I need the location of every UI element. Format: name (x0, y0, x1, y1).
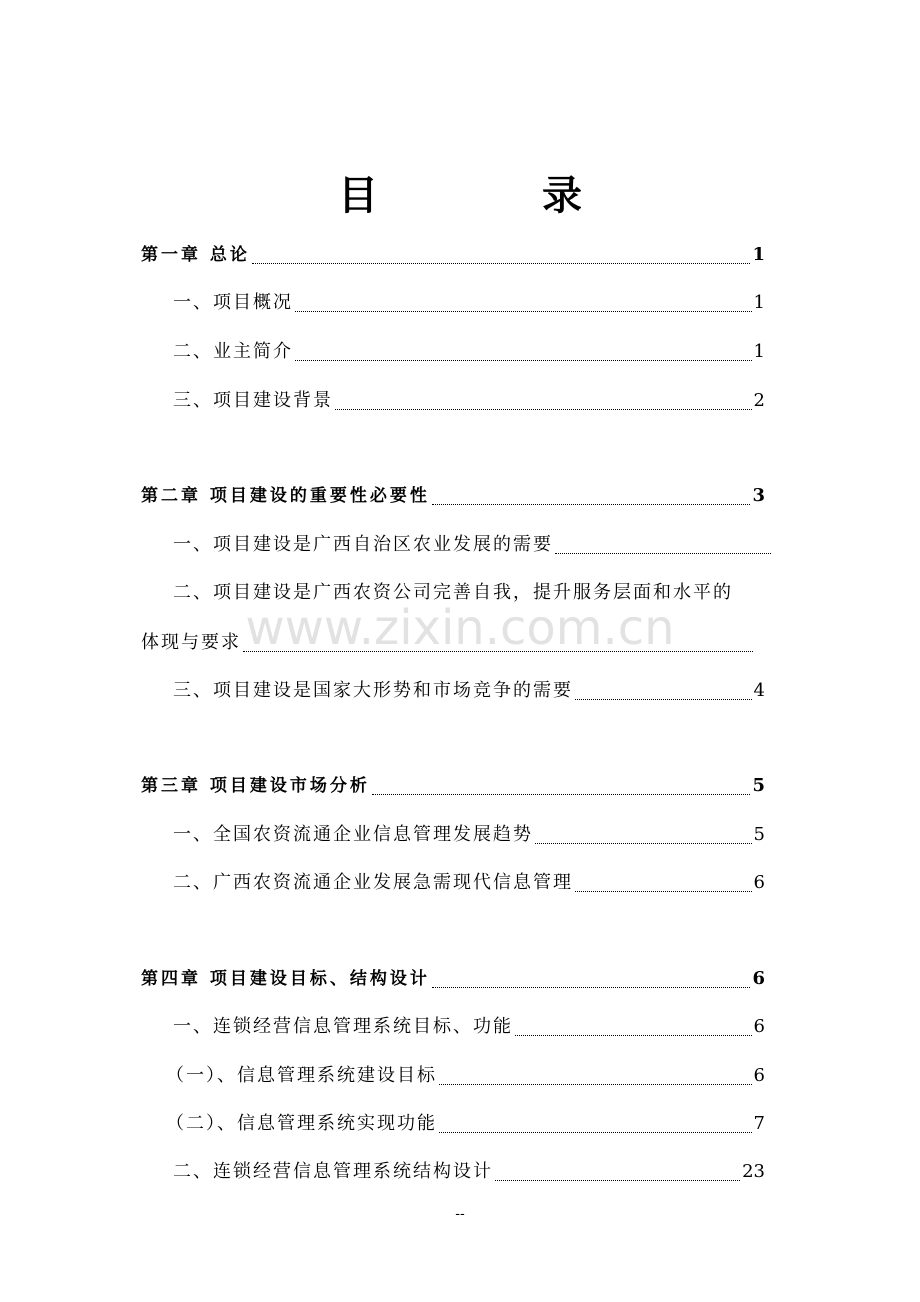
dot-leader (295, 359, 752, 361)
toc-entry-section[interactable] (173, 1157, 765, 1187)
toc-entry-label-line1: 二、项目建设是广西农资公司完善自我，提升服务层面和水平的 (173, 582, 733, 603)
toc-entry-label: 第一章 总论 (141, 245, 250, 265)
dot-leader (495, 1179, 740, 1181)
toc-page-number: 4 (753, 680, 765, 701)
toc-entry-section[interactable] (173, 1012, 765, 1042)
toc-entry-subsection[interactable] (166, 1061, 765, 1091)
toc-page-number: 5 (752, 775, 765, 796)
toc-entry-chapter-2[interactable] (141, 481, 765, 511)
toc-entry-label: 一、连锁经营信息管理系统目标、功能 (173, 1016, 513, 1037)
dot-leader (432, 503, 751, 505)
toc-entry-label: 二、广西农资流通企业发展急需现代信息管理 (173, 872, 573, 893)
toc-entry-label: 第二章 项目建设的重要性必要性 (141, 486, 430, 506)
toc-page-number: 1 (753, 292, 765, 313)
watermark: www.zixin.com.cn (245, 600, 675, 656)
dot-leader (535, 842, 752, 844)
dot-leader (575, 698, 752, 700)
toc-page-number: 7 (753, 1113, 765, 1134)
toc-entry-section[interactable] (173, 868, 765, 898)
page-title: 目 录 (338, 173, 644, 219)
toc-entry-label: 三、项目建设背景 (173, 390, 333, 411)
toc-entry-section[interactable] (173, 676, 765, 706)
toc-page-number: 1 (753, 341, 765, 362)
toc-entry-label: 一、全国农资流通企业信息管理发展趋势 (173, 824, 533, 845)
toc-page-number: 6 (753, 1065, 765, 1086)
toc-entry-section[interactable] (173, 337, 765, 367)
toc-entry-chapter-1[interactable] (141, 240, 765, 270)
dot-leader (555, 552, 771, 554)
dot-leader (252, 262, 751, 264)
toc-page-number: 6 (753, 1016, 765, 1037)
toc-page-number: 6 (753, 872, 765, 893)
dot-leader (372, 793, 751, 795)
toc-entry-label: （二）、信息管理系统实现功能 (166, 1113, 437, 1134)
dot-leader (515, 1034, 752, 1036)
toc-page-number: 1 (752, 244, 765, 265)
toc-entry-label-line2: 体现与要求 (141, 632, 241, 653)
toc-entry-section[interactable] (173, 530, 783, 560)
toc-entry-label: 三、项目建设是国家大形势和市场竞争的需要 (173, 680, 573, 701)
toc-entry-label: 一、项目建设是广西自治区农业发展的需要 (173, 534, 553, 555)
toc-entry-section-wrapped[interactable] (141, 628, 765, 658)
dot-leader (439, 1131, 752, 1133)
toc-entry-label: 第四章 项目建设目标、结构设计 (141, 969, 430, 989)
toc-entry-label: 一、项目概况 (173, 292, 293, 313)
page-footer: -- (455, 1206, 465, 1222)
dot-leader (575, 890, 752, 892)
toc-entry-chapter-4[interactable] (141, 964, 765, 994)
toc-entry-label: 第三章 项目建设市场分析 (141, 776, 370, 796)
dot-leader (243, 650, 753, 652)
toc-page-number: 23 (742, 1161, 765, 1182)
dot-leader (335, 408, 752, 410)
toc-page-number: 5 (753, 824, 765, 845)
toc-entry-label: 二、连锁经营信息管理系统结构设计 (173, 1161, 493, 1182)
toc-entry-label: 二、业主简介 (173, 341, 293, 362)
toc-page-number: 3 (752, 485, 765, 506)
dot-leader (295, 310, 752, 312)
toc-entry-section[interactable] (173, 288, 765, 318)
toc-entry-chapter-3[interactable] (141, 771, 765, 801)
toc-page-number: 2 (753, 390, 765, 411)
toc-entry-label: （一）、信息管理系统建设目标 (166, 1065, 437, 1086)
toc-entry-section[interactable] (173, 820, 765, 850)
dot-leader (432, 986, 751, 988)
dot-leader (439, 1083, 752, 1085)
toc-entry-subsection[interactable] (166, 1109, 765, 1139)
toc-entry-section[interactable] (173, 386, 765, 416)
toc-page-number: 6 (752, 968, 765, 989)
